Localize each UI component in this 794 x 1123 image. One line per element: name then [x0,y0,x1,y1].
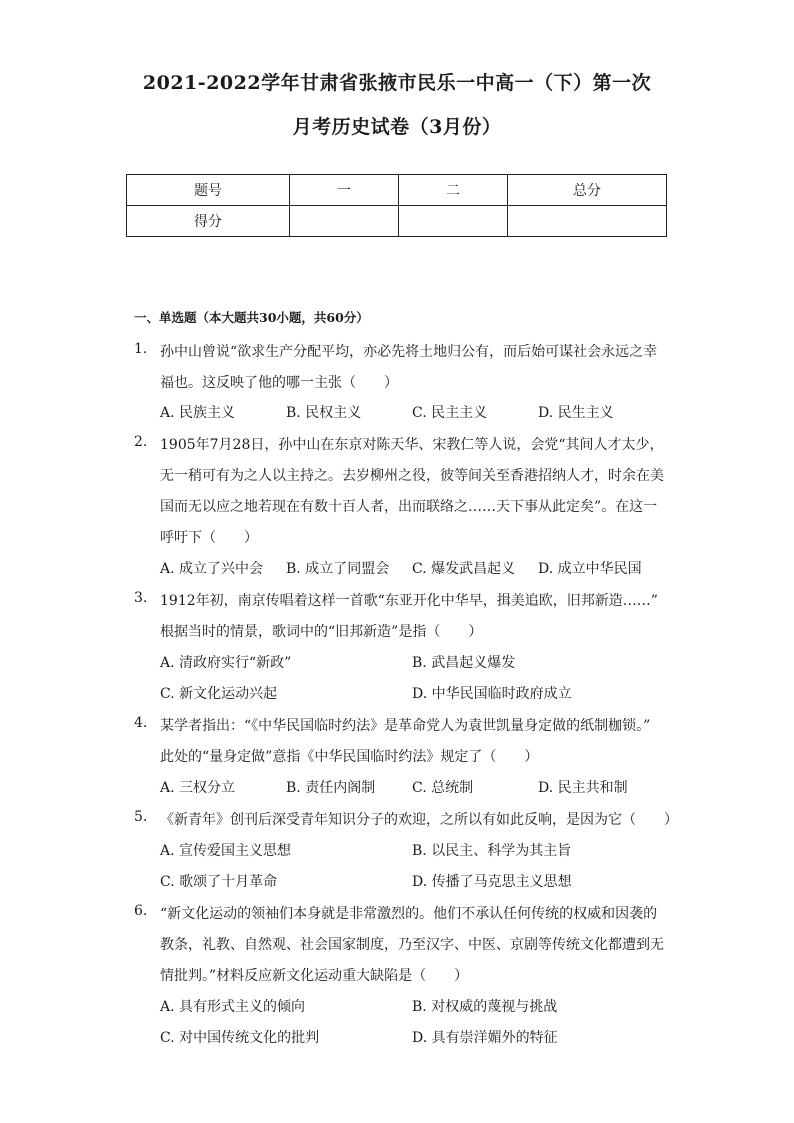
score-header-cell: 二 [399,175,508,206]
answer-option: D. 民主共和制 [538,780,628,796]
question-text-line: 某学者指出：“《中华民国临时约法》是革命党人为袁世凯量身定做的纸制枷锁。” [160,718,651,734]
question-text-line: 呼吁下（ ） [160,530,258,546]
answer-option: C. 对中国传统文化的批判 [160,1030,320,1046]
answer-option: B. 武昌起义爆发 [412,655,516,671]
answer-option: A. 清政府实行“新政” [160,655,292,671]
question-text-line: 1912年初，南京传唱着这样一首歌“东亚开化中华早，揖美追欧，旧邦新造……” [160,593,658,609]
question-text-line: 此处的“量身定做”意指《中华民国临时约法》规定了（ ） [160,749,539,765]
answer-option: C. 歌颂了十月革命 [160,874,278,890]
question-number: 3. [134,590,148,606]
score-cell [508,206,667,237]
answer-option: B. 以民主、科学为其主旨 [412,843,572,859]
question-number: 4. [134,715,148,731]
score-header-cell: 一 [290,175,399,206]
question-text-line: 1905年7月28日，孙中山在东京对陈天华、宋教仁等人说，会党“其间人才太少， [160,437,664,453]
answer-option: D. 中华民国临时政府成立 [412,686,572,702]
answer-option: A. 民族主义 [160,405,236,421]
question-number: 1. [134,341,148,357]
question-text-line: 福也。这反映了他的哪一主张（ ） [160,375,398,391]
question-text-line: 国而无以应之地若现在有数十百人者，出而联络之……天下事从此定矣”。在这一 [160,499,658,515]
page-title-line1: 2021-2022学年甘肃省张掖市民乐一中高一（下）第一次 [142,72,652,94]
score-cell [399,206,508,237]
page-title-line2: 月考历史试卷（3月份） [292,116,502,138]
question-text-line: “新文化运动的领袖们本身就是非常激烈的。他们不承认任何传统的权威和因袭的 [160,906,658,922]
question-text-line: 教条，礼教、自然观、社会国家制度，乃至汉字、中医、京剧等传统文化都遭到无 [160,937,664,953]
score-row-label: 得分 [127,206,290,237]
answer-option: D. 成立中华民国 [538,561,642,577]
score-header-cell: 总分 [508,175,667,206]
answer-option: A. 具有形式主义的倾向 [160,999,306,1015]
answer-option: D. 民生主义 [538,405,614,421]
question-text-line: 《新青年》创刊后深受青年知识分子的欢迎，之所以有如此反响，是因为它（ ） [160,812,678,828]
question-number: 2. [134,434,148,450]
question-text-line: 根据当时的情景，歌词中的“旧邦新造”是指（ ） [160,624,483,640]
score-table-header-row [127,175,667,206]
answer-option: A. 三权分立 [160,780,236,796]
score-table [126,174,667,237]
question-number: 5. [134,809,148,825]
answer-option: B. 民权主义 [286,405,362,421]
answer-option: A. 成立了兴中会 [160,561,264,577]
score-cell [290,206,399,237]
answer-option: C. 总统制 [412,780,474,796]
question-number: 6. [134,903,148,919]
answer-option: C. 新文化运动兴起 [160,686,278,702]
score-table-row [127,206,667,237]
answer-option: A. 宣传爱国主义思想 [160,843,292,859]
answer-option: B. 对权威的蔑视与挑战 [412,999,558,1015]
score-header-cell: 题号 [127,175,290,206]
answer-option: C. 民主主义 [412,405,488,421]
answer-option: B. 责任内阁制 [286,780,376,796]
question-text-line: 孙中山曾说“欲求生产分配平均，亦必先将土地归公有，而后始可谋社会永远之幸 [160,344,658,360]
section-heading: 一、单选题（本大题共30小题，共60分） [134,310,369,325]
answer-option: B. 成立了同盟会 [286,561,390,577]
answer-option: D. 具有崇洋媚外的特征 [412,1030,558,1046]
question-text-line: 情批判。”材料反应新文化运动重大缺陷是（ ） [160,968,469,984]
answer-option: C. 爆发武昌起义 [412,561,516,577]
question-text-line: 无一稍可有为之人以主持之。去岁柳州之役，彼等间关至香港招纳人才，时余在美 [160,468,664,484]
answer-option: D. 传播了马克思主义思想 [412,874,572,890]
